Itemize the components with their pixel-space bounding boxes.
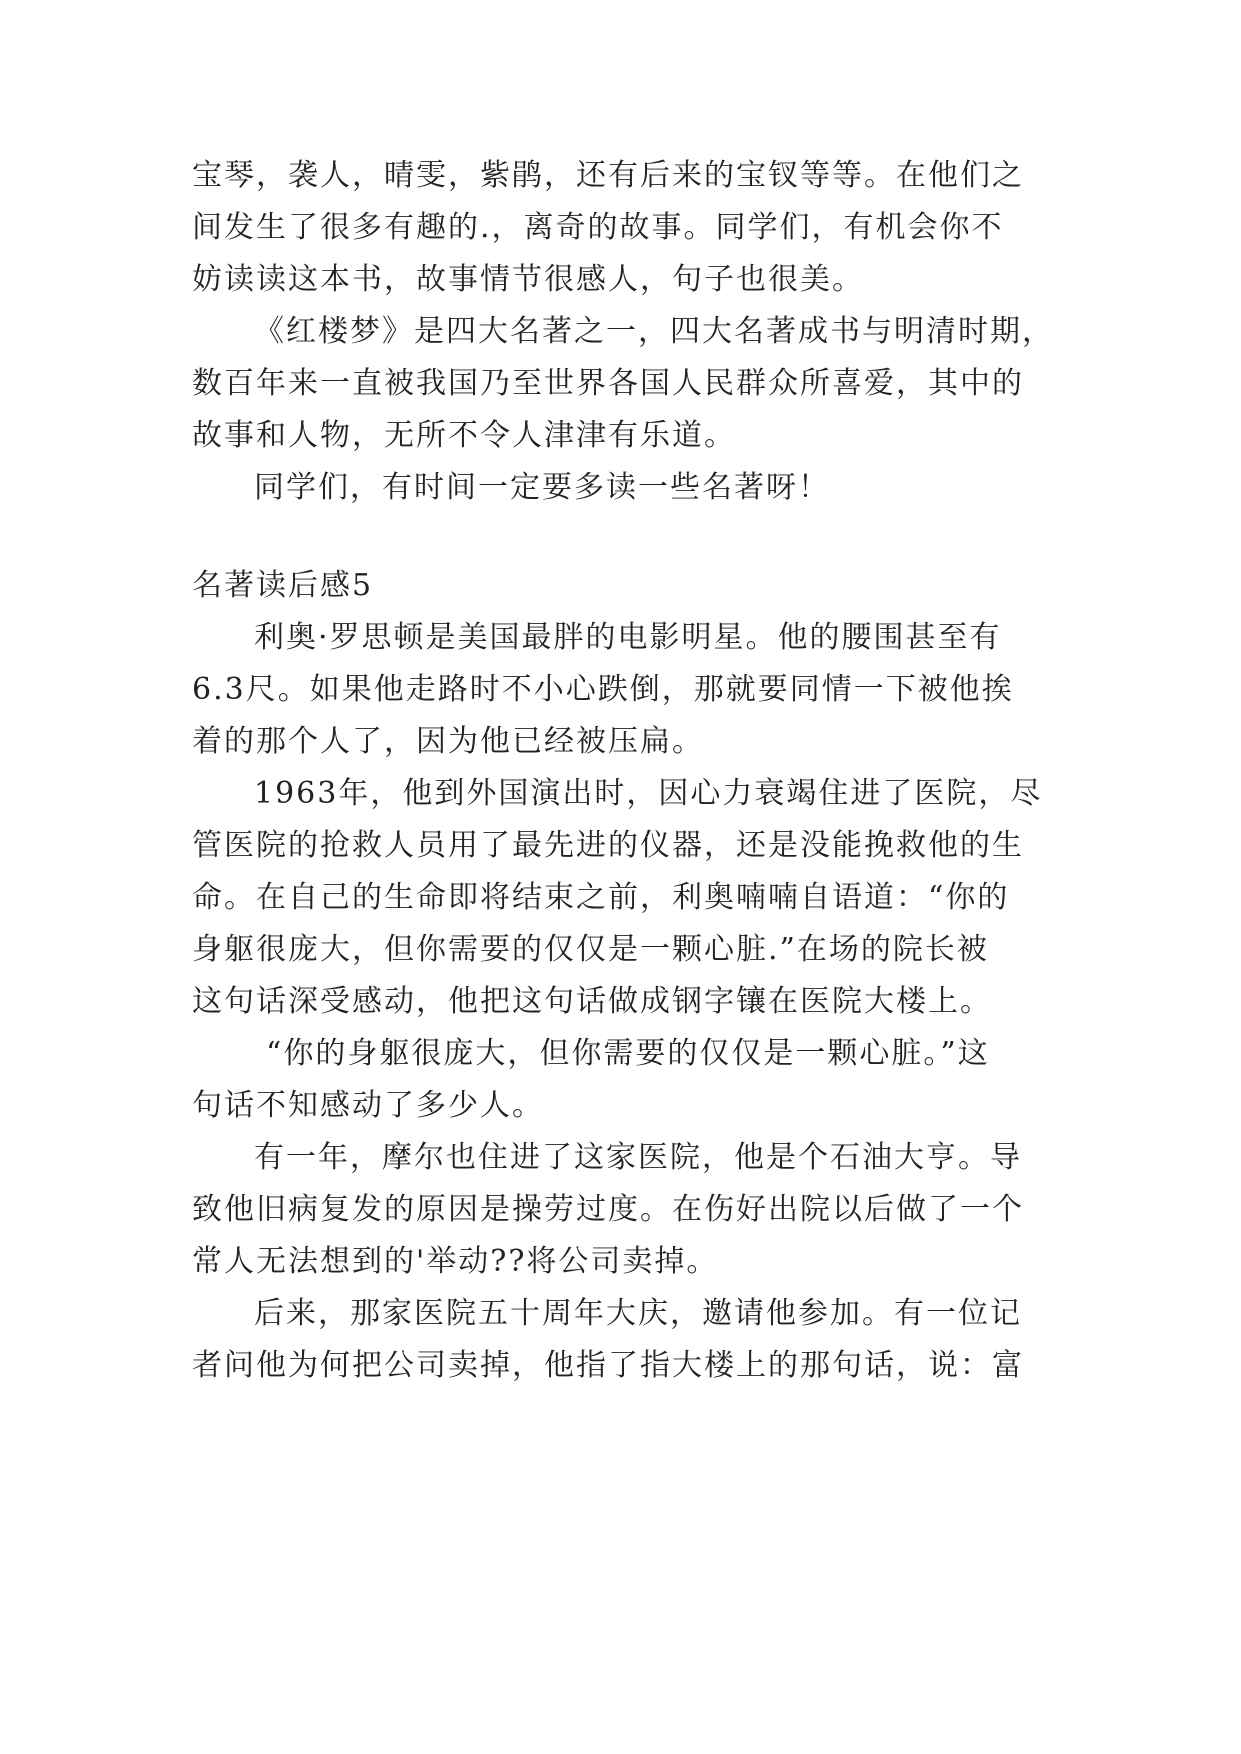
paragraph-leo [192, 620, 1052, 760]
text-line: 宝琴，袭人，晴雯，紫鹃，还有后来的宝钗等等。在他们之 [192, 158, 1024, 193]
text-line: 妨读读这本书，故事情节很感人，句子也很美。 [192, 262, 864, 297]
paragraph-hongloumeng [192, 314, 1052, 454]
text-line: 有一年，摩尔也住进了这家医院，他是个石油大亨。导 [254, 1140, 1022, 1175]
paragraph-quote [192, 1036, 1052, 1124]
paragraph-anniversary [192, 1296, 1052, 1384]
text-line: 数百年来一直被我国乃至世界各国人民群众所喜爱，其中的 [192, 366, 1024, 401]
document-page [192, 158, 1052, 1384]
text-line: 利奥·罗思顿是美国最胖的电影明星。他的腰围甚至有 [254, 620, 1002, 655]
text-line: 者问他为何把公司卖掉，他指了指大楼上的那句话，说：富 [192, 1348, 1024, 1383]
paragraph-1963 [192, 776, 1052, 1020]
text-line: 管医院的抢救人员用了最先进的仪器，还是没能挽救他的生 [192, 828, 1024, 863]
paragraph-intro-continued [192, 158, 1052, 298]
paragraph-read-more [192, 470, 1052, 506]
text-line: 句话不知感动了多少人。 [192, 1088, 544, 1123]
section-heading: 名著读后感5 [192, 568, 374, 603]
paragraph-moore [192, 1140, 1052, 1280]
text-line: 后来，那家医院五十周年大庆，邀请他参加。有一位记 [254, 1296, 1022, 1331]
text-line: 常人无法想到的'举动??将公司卖掉。 [192, 1244, 719, 1279]
text-line: 命。在自己的生命即将结束之前，利奥喃喃自语道：“你的 [192, 880, 1010, 915]
text-line: 这句话深受感动，他把这句话做成钢字镶在医院大楼上。 [192, 984, 992, 1019]
text-line: 6.3尺。如果他走路时不小心跌倒，那就要同情一下被他挨 [192, 672, 1014, 707]
text-line: “你的身躯很庞大，但你需要的仅仅是一颗心脏。”这 [266, 1036, 990, 1071]
text-line: 身躯很庞大，但你需要的仅仅是一颗心脏.”在场的院长被 [192, 932, 989, 967]
text-line: 故事和人物，无所不令人津津有乐道。 [192, 418, 736, 453]
text-line: 致他旧病复发的原因是操劳过度。在伤好出院以后做了一个 [192, 1192, 1024, 1227]
text-line: 1963年，他到外国演出时，因心力衰竭住进了医院，尽 [254, 776, 1043, 811]
text-line: 同学们，有时间一定要多读一些名著呀！ [254, 470, 830, 505]
text-line: 《红楼梦》是四大名著之一，四大名著成书与明清时期， [254, 314, 1054, 349]
text-line: 着的那个人了，因为他已经被压扁。 [192, 724, 704, 759]
text-line: 间发生了很多有趣的.，离奇的故事。同学们，有机会你不 [192, 210, 1004, 245]
